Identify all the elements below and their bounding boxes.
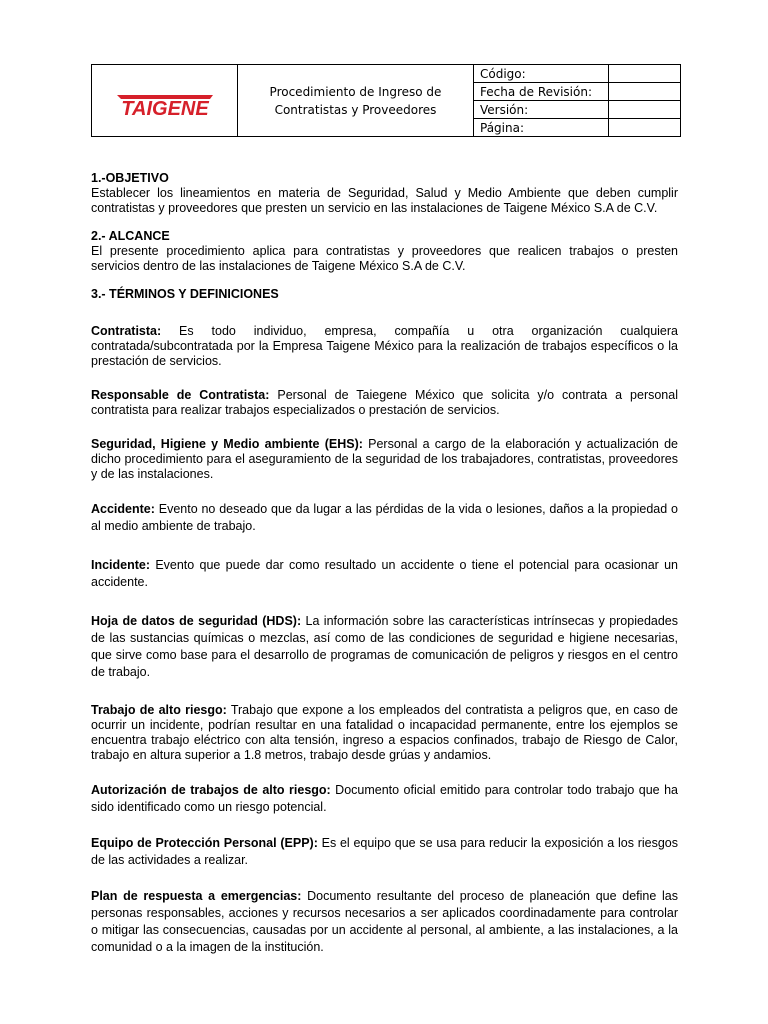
field-value-fecha-revision bbox=[609, 83, 681, 101]
term-label: Hoja de datos de seguridad (HDS): bbox=[91, 614, 302, 628]
term-definition: Evento no deseado que da lugar a las pérdidas de la vida o lesiones, daños a la propiedad o al medio ambiente de trabajo. bbox=[91, 502, 678, 533]
field-label-codigo: Código: bbox=[474, 65, 609, 83]
term-definition: Es el equipo que se usa para reducir la exposición a los riesgos de las actividades a realizar. bbox=[91, 836, 679, 867]
section-body-alcance: El presente procedimiento aplica para contratistas y proveedores que realicen trabajos o presten servicios dentro de las instalaciones de Taigene México S.A de C.V. bbox=[91, 244, 678, 273]
field-label-version: Versión: bbox=[474, 101, 609, 119]
document-header-table bbox=[91, 64, 681, 137]
section-heading-terminos: 3.- TÉRMINOS Y DEFINICIONES bbox=[91, 287, 279, 301]
definition-epp bbox=[91, 835, 678, 869]
definition-trabajo-alto-riesgo bbox=[91, 703, 678, 763]
section-heading-objetivo: 1.-OBJETIVO bbox=[91, 171, 169, 185]
field-value-codigo bbox=[609, 65, 681, 83]
field-value-version bbox=[609, 101, 681, 119]
title-line-1: Procedimiento de Ingreso de bbox=[269, 84, 442, 99]
term-label: Contratista: bbox=[91, 324, 162, 338]
field-label-fecha-revision: Fecha de Revisión: bbox=[474, 83, 609, 101]
term-definition: Evento que puede dar como resultado un accidente o tiene el potencial para ocasionar un accidente. bbox=[91, 558, 678, 589]
taigene-logo bbox=[109, 81, 221, 121]
document-body bbox=[91, 171, 678, 956]
term-definition: Documento resultante del proceso de planeación que define las personas responsables, acciones y recursos necesarios a ser aplicados coordinadamente para controlar o mitigar las consecuencias, causadas por un accidente al personal, al ambiente, a las instalaciones, a la comunidad o a la imagen de la institución. bbox=[91, 889, 678, 954]
definition-incidente bbox=[91, 557, 678, 591]
term-definition: Personal de Taiegene México que solicita y/o contrata a personal contratista para realizar trabajos especializados o prestación de servicios. bbox=[91, 388, 678, 417]
document-title bbox=[238, 65, 474, 137]
section-heading-alcance: 2.- ALCANCE bbox=[91, 229, 170, 243]
definition-responsable-contratista bbox=[91, 388, 678, 418]
term-label: Incidente: bbox=[91, 558, 151, 572]
definition-ehs bbox=[91, 437, 678, 482]
definition-accidente bbox=[91, 501, 678, 535]
definition-contratista bbox=[91, 324, 678, 369]
term-label: Equipo de Protección Personal (EPP): bbox=[91, 836, 318, 850]
term-definition: Documento oficial emitido para controlar todo trabajo que ha sido identificado como un riesgo potencial. bbox=[91, 783, 678, 814]
term-label: Accidente: bbox=[91, 502, 155, 516]
logo-wordmark: TAIGENE bbox=[120, 97, 209, 120]
field-value-pagina bbox=[609, 119, 681, 137]
title-line-2: Contratistas y Proveedores bbox=[274, 102, 437, 117]
term-label: Responsable de Contratista: bbox=[91, 388, 270, 402]
term-definition: Personal a cargo de la elaboración y actualización de dicho procedimiento para el aseguramiento de la seguridad de los trabajadores, contratistas, proveedores y de las instalaciones. bbox=[91, 437, 678, 481]
definition-plan-respuesta-emergencias bbox=[91, 888, 678, 956]
definition-hds bbox=[91, 613, 678, 681]
term-label: Trabajo de alto riesgo: bbox=[91, 703, 227, 717]
definition-autorizacion-alto-riesgo bbox=[91, 782, 678, 816]
term-label: Autorización de trabajos de alto riesgo: bbox=[91, 783, 331, 797]
term-definition: Es todo individuo, empresa, compañía u otra organización cualquiera contratada/subcontratada por la Empresa Taigene México para la realización de trabajos específicos o la prestación de servicios. bbox=[91, 324, 678, 368]
field-label-pagina: Página: bbox=[474, 119, 609, 137]
logo-cell bbox=[92, 65, 238, 137]
term-label: Plan de respuesta a emergencias: bbox=[91, 889, 302, 903]
term-definition: La información sobre las características intrínsecas y propiedades de las sustancias químicas o mezclas, así como de las condiciones de seguridad e higiene necesarias, que sirve como base para el desarrollo de programas de comunicación de peligros y riesgos en el centro de trabajo. bbox=[91, 614, 678, 679]
section-body-objetivo: Establecer los lineamientos en materia de Seguridad, Salud y Medio Ambiente que deben cumplir contratistas y proveedores que presten un servicio en las instalaciones de Taigene México S.A de C.V. bbox=[91, 186, 678, 215]
term-label: Seguridad, Higiene y Medio ambiente (EHS): bbox=[91, 437, 363, 451]
term-definition: Trabajo que expone a los empleados del contratista a peligros que, en caso de ocurrir un incidente, podrían resultar en una fatalidad o incapacidad permanente, entre los ejemplos se encuentra trabajo eléctrico con alta tensión, ingreso a espacios confinados, trabajo de Riesgo de Calor, trabajo en altura superior a 1.8 metros, trabajo desde grúas y andamios. bbox=[91, 703, 678, 762]
